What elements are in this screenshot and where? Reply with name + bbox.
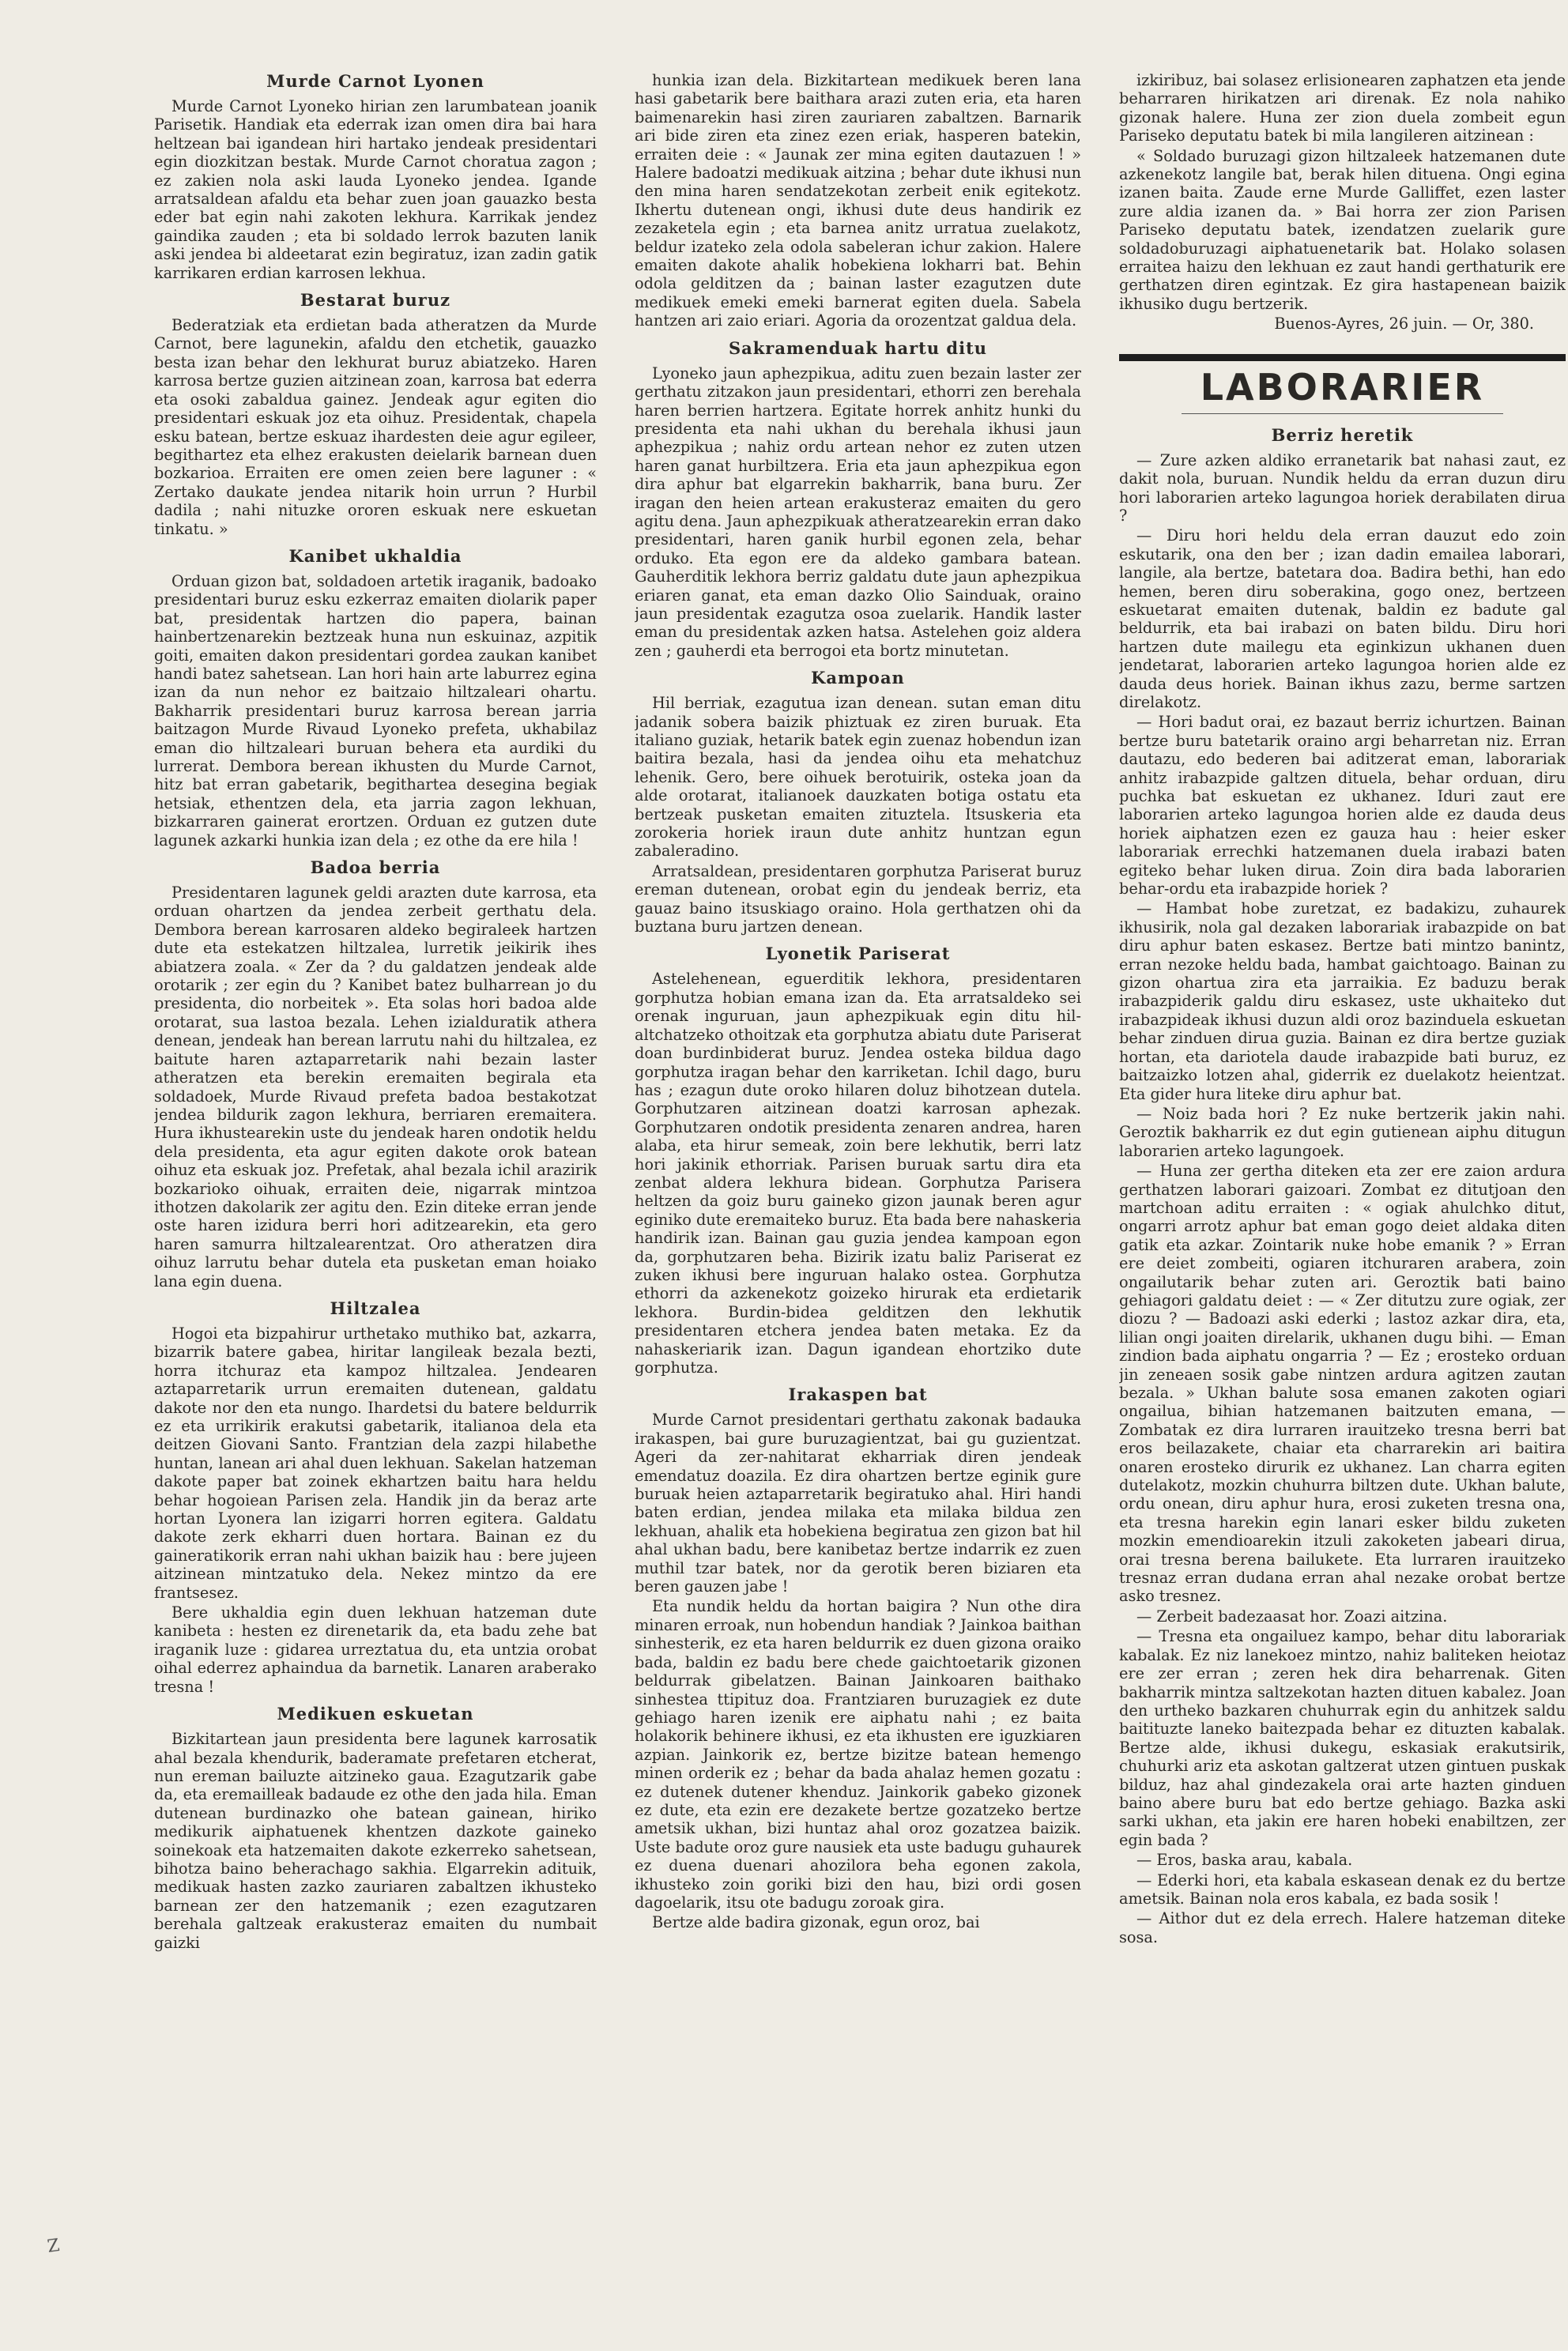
section-heading: Murde Carnot Lyonen bbox=[266, 71, 484, 91]
section-title: LABORARIER bbox=[1200, 365, 1485, 409]
section-heading: Lyonetik Pariserat bbox=[765, 944, 951, 964]
paragraph: Arratsaldean, presidentaren gorphutza Pariserat buruz ereman dutenean, orobat egin du jendeak berriz, eta gauaz baino itsuskiago oraino. Hola gerthatzen ohi da buztana buru jartzen denean. bbox=[635, 861, 1081, 936]
column-3-content bbox=[1119, 71, 1566, 2284]
section-heading: Bestarat buruz bbox=[300, 290, 451, 311]
paragraph: — Zure azken aldiko erranetarik bat nahasi zaut, ez dakit nola, buruan. Nundik heldu da erran duzun diru hori laborarien arteko lagungoa horiek derabilaten dirua ? bbox=[1119, 450, 1566, 525]
paragraph: Bere ukhaldia egin duen lekhuan hatzeman dute kanibeta : hesten ez direnetarik da, eta badu zehe bat iraganik luze : gidarea urreztatua du, eta untzia orobat oihal ederrez aphaindua da barnetik. Lanaren araberako tresna ! bbox=[154, 1603, 597, 1696]
section-heading: Berriz heretik bbox=[1271, 424, 1414, 445]
section-heading: Badoa berria bbox=[310, 857, 441, 878]
paragraph: — Ederki hori, eta kabala eskasean denak ez du bertze ametsik. Bainan nola eros kabala, ez bada sosik ! bbox=[1119, 1871, 1566, 1908]
paragraph: — Zerbeit badezaasat hor. Zoazi aitzina. bbox=[1136, 1607, 1448, 1626]
paragraph: — Hori badut orai, ez bazaut berriz ichurtzen. Bainan bertze buru batetarik oraino argi beharretan niz. Erran dautazu, edo bederen bai aditzerat eman, laborariak anhitz irabazpide galtzen dituela, behar orduan, diru puchka bat eskuetan ez ukhanez. Iduri zaut ere laborarien arteko lagungoa horien alde ez dauda deus horiek aiphatzen ezen ez gauza hau : heier esker laborariak errechki hatzemanen duela irabazi baten egiteko behar luken dirua. Zoin dira bada laborarien behar-ordu eta irabazpide horiek ? bbox=[1119, 713, 1566, 899]
paragraph: — Hambat hobe zuretzat, ez badakizu, zuhaurek ikhusirik, nola gal dezaken laborariak irabazpide on bat diru aphur baten eskasez. Bertze bati mintzo banintz, erran nezoke heldu bada, hambat gaichtoago. Bainan zu gizon ohartua zira eta jarraikia. Ez baduzu berak irabazpiderik galdu diru eskasez, uste ukhaiteko dut irabazpideak ikhusi duzun aldi oroz bazinduela eskuetan behar zinduen dirua guzia. Bainan ez dira bertze guziak hortan, eta dariotela daude irabazpide bati buruz, ez baitzaizko lotzen ahal, giderrik ez duelakotz heientzat. Eta gider hura liteke diru aphur bat. bbox=[1119, 899, 1566, 1103]
paragraph: — Eros, baska arau, kabala. bbox=[1136, 1851, 1353, 1870]
paragraph: Presidentaren lagunek geldi arazten dute karrosa, eta orduan ohartzen da jendea zerbeit gerthatu dela. Dembora berean karrosaren aldeko begiraleek hartzen dute eta estekatzen hiltzalea, lurretik jeikirik ihes abiatzera zoala. « Zer da ? du galdatzen jendeak alde orotarik ; zer egin du ? Kanibet batez bulharrean jo du presidenta, dio norbeitek ». Eta solas hori badoa alde orotarat, sua lastoa bezala. Lehen izialduratik athera denean, jendeak han berean larrutu nahi du hiltzalea, ez baitute haren aztaparretarik nahi bezain laster atheratzen eta berekin eremaiten begirala eta soldadoek, Murde Rivaud prefeta badoa bestakotzat jendea bildurik zagon lekhura, berriaren eremaitera. Hura ikhustearekin uste du jendeak haren ondotik heldu dela presidenta, eta agur egiten dakote orok batean oihuz eta eskuak joz. Prefetak, ahal bezala ichil arazirik bozkarioko oihuak, erraiten deie, nigarrak mintzoa ithotzen dakolarik zer agitu den. Ezin diteke erran jende oste haren izidura berri hori aditzearekin, eta gero haren samurra hiltzalearentzat. Oro atheratzen dira oihuz larrutu behar dutela eta pusketan eman hoiako lana egin duena. bbox=[154, 884, 597, 1290]
paragraph: Bertze alde badira gizonak, egun oroz, bai bbox=[652, 1913, 980, 1932]
paragraph: Orduan gizon bat, soldadoen artetik iraganik, badoako presidentari buruz esku ezkerraz emaiten diolarik paper bat, presidentak hartzen dio papera, bainan hainbertzenarekin beztzeak huna nun eskuinaz, azpitik goiti, emaiten dakon presidentari gordea zaukan kanibet handi batez sahetsean. Lan hori hain arte laburrez egina izan da nun nehor ez baitzaio hiltzaleari ohartu. Bakharrik presidentari buruz karrosa berean jarria baitzagon Murde Rivaud Lyoneko prefeta, ukhabilaz eman dio hiltzaleari buruan behera eta aurdiki du lurrerat. Dembora berean ikhusten du Murde Carnot, hitz bat erran gabetarik, begithartea desegina begiak hetsiak, ethentzen dela, eta jarria zagon lekhuan, bizkarraren gainerat erortzen. Orduan ez gutzen dute lagunek azkarki hunkia izan dela ; ez othe da ere hila ! bbox=[154, 571, 597, 850]
section-heading: Medikuen eskuetan bbox=[277, 1704, 474, 1724]
section-heading: Kanibet ukhaldia bbox=[288, 545, 462, 566]
paragraph: — Tresna eta ongailuez kampo, behar ditu laborariak kabalak. Ez niz lanekoez mintzo, nahiz baliteken heiotaz ere zer erran ; zeren hek dira beharrenak. Giten bakharrik mintza saltzekotan hazten dituen kabalez. Joan den urtheko bazkaren chuhurrak egin du anhitzek saldu baitituzte laneko baitezpada behar ez dituzten kabalak. Bertze alde, ikhusi dukegu, eskasiak erakutsirik, chuhurki ariz eta askotan galtzerat utzen gintuen puskak bilduz, haz ahal gindezakela orai arte hazten ginduen baino abere buru bat edo bertze gehiago. Bazka aski sarki ukhan, eta jakin ere haren hobeki enabiltzen, zer egin bada ? bbox=[1119, 1627, 1566, 1849]
section-heading: Irakaspen bat bbox=[788, 1385, 928, 1405]
column-1-content bbox=[154, 71, 597, 2284]
paragraph: Murde Carnot Lyoneko hirian zen larumbatean joanik Parisetik. Handiak eta ederrak izan omen dira bai hara heltzean bai igandean hiri hartako jendeak presidentari egin diozkitzan bestak. Murde Carnot choratua zagon ; ez zakien nola aski lauda Lyoneko jendea. Igande arratsaldean afaldu eta behar zuen joan gauazko besta eder bat egin nahi zakoten lekhura. Karrikak jendez gaindika zauden ; eta bi soldado lerrok bazuten lanik aski jendea bi aldeetarat ezin begiratuz, izan zadin gatik karrikaren erdian karrosen lekhua. bbox=[154, 97, 597, 282]
column-2-content bbox=[635, 71, 1081, 2284]
paragraph: hunkia izan dela. Bizkitartean medikuek beren lana hasi gabetarik bere baithara arazi zuten eria, eta haren baimenarekin hasi ziren zauriaren zabaltzen. Barnarik ari bide ziren eta zinez ezen eriak, hasperen batekin, erraiten deie : « Jaunak zer mina egiten dautazuen ! » Halere badoatzi medikuak aitzina ; behar dute ikhusi nun den mina haren sendatzekotan zerbeit enik egitekotz. Ikhertu dutenean ongi, ikhusi dute deus handirik ez zezaketela egin ; eta barnea anitz urratua zuelakotz, beldur izateko zela odola sabeleran ichur zakion. Halere emaiten dakote ahalik hobekiena lokharri bat. Behin odola gelditzen da ; bainan laster ezagutzen dute medikuek emeki emeki barnerat egiten duela. Sabela hantzen ari zaio eriari. Agoria da orozentzat galdua dela. bbox=[635, 71, 1081, 330]
paragraph: Murde Carnot presidentari gerthatu zakonak badauka irakaspen, bai gure buruzagientzat, bai gu guzientzat. Ageri da zer-nahitarat ekharriak diren jendeak emendatuz doazila. Ez dira ohartzen bertze eginik gure buruak heien aztaparretarik begiratuko ahal. Hiri handi baten erdian, jendea milaka eta milaka bildua zen lekhuan, ahalik eta hobekiena begiratua zen gizon bat hil ahal ukhan badu, bere kanibetaz bertze indarrik ez zuen muthil tzar batek, nor da gerotik beren biziaren eta beren gauzen jabe ! bbox=[635, 1411, 1081, 1596]
paragraph: — Noiz bada hori ? Ez nuke bertzerik jakin nahi. Geroztik bakharrik ez dut egin gutienean aiphu ditugun laborarien arteko lagungoek. bbox=[1119, 1104, 1566, 1160]
paragraph: Lyoneko jaun aphezpikua, aditu zuen bezain laster zer gerthatu zitzakon jaun presidentari, ethorri zen berehala haren berrien hartzera. Egitate horrek anhitz hunki du presidenta eta nahi ukhan du berehala ikhusi jaun aphezpikua ; nahiz ordu artean nehor ez zuten utzen haren ganat hurbiltzera. Eria eta jaun aphezpikua egon dira aphur bat elgarrekin bakharrik, bana buru. Zer iragan den heien artean erakusteraz emaiten du gero agitu dena. Jaun aphezpikuak atheratzearekin erran dako presidentari, haren ganik hurbil egonen zela, behar orduko. Eta egon ere da aldeko gambara batean. Gauherditik lekhora berriz galdatu dute jaun aphezpikua eriaren ganat, eta eman dazko Olio Sainduak, oraino jaun presidentak ezagutza osoa zuelarik. Handik laster eman du presidentak azken hatsa. Astelehen goiz aldera zen ; gauherdi eta berrogoi eta bortz minutetan. bbox=[635, 364, 1081, 660]
paragraph: — Diru hori heldu dela erran dauzut edo zoin eskutarik, ona den ber ; izan dadin emailea laborari, langile, ala bertze, batetara doa. Badira bethi, han edo hemen, beren diru soberakina, gogo onez, bertzeen eskuetarat emaiten dutenak, baldin ez badute gal beldurrik, eta bai irabazi on baten bildu. Diru hori hartzen dute mailegu eta eginkizun ukhanen duen jendetarat, laborarien arteko lagungoa horien alde ez dauda deus horiek. Bainan ikhus zazu, berme sartzen direlakotz. bbox=[1119, 526, 1566, 711]
column-2 bbox=[635, 71, 1081, 2284]
section-heading: Sakramenduak hartu ditu bbox=[728, 337, 988, 358]
section-masthead bbox=[1119, 354, 1566, 414]
paragraph: Hil berriak, ezagutua izan denean. sutan eman ditu jadanik sobera baizik phiztuak ez ziren buruak. Eta italiano guziak, hetarik batek egin zuenaz hobendun izan baitira bezala, hasi da jendea oihu eta mehatchuz lehenik. Gero, bere oihuek berotuirik, osteka joan da alde orotarat, italianoek dauzkaten botiga ostatu eta bertzeak pusketan emaiten zituztela. Itsuskeria eta zorokeria horiek iraun dute anhitz huntzan egun zabaleradino. bbox=[635, 694, 1081, 861]
columns bbox=[154, 71, 1566, 2284]
paragraph: « Soldado buruzagi gizon hiltzaleek hatzemanen dute azkenekotz langile bat, berak hilen dituena. Ongi egina izanen baita. Zaude erne Murde Galliffet, ezen laster zure aldia izanen da. » Bai horra zer zion Parisen Pariseko deputatu batek, izendatzen zuelarik gure soldadoburuzagi aiphatuenetarik bat. Holako solasen erraitea haizu den lekhuan ez zaut handi gerthaturik ere gerthatzen diren egintzak. Ez gira hastapenean baizik ikhusiko dugu bertzerik. bbox=[1119, 146, 1566, 313]
column-1 bbox=[154, 71, 597, 2284]
paragraph: — Aithor dut ez dela errech. Halere hatzeman diteke sosa. bbox=[1119, 1909, 1566, 1946]
paragraph: Bizkitartean jaun presidenta bere lagunek karrosatik ahal bezala khendurik, baderamate prefetaren etcherat, nun ereman bailuzte aitzineko gaua. Ezagutzarik gabe da, eta eremailleak badaude ez othe den jada hila. Eman dutenean burdinazko ohe batean gainean, hiriko medikurik aiphatuenek khentzen dazkote gaineko soinekoak eta hatzemaiten dakote ezkerreko sahetsean, bihotza baino beherachago sakhia. Elgarrekin adituik, medikuak hasten zazko zauriaren zabaltzen ikhusteko barnean zer den hatzemanik ; ezen ezagutzaren berehala galtzeak erakusteraz emaiten du numbait gaizki bbox=[154, 1730, 597, 1952]
dateline: Buenos-Ayres, 26 juin. — Or, 380. bbox=[1274, 315, 1534, 333]
section-heading: Hiltzalea bbox=[330, 1298, 421, 1318]
paragraph: Astelehenean, eguerditik lekhora, presidentaren gorphutza hobian emana izan da. Eta arratsaldeko sei orenak inguruan, jaun aphezpikuak egin ditu hil-altchatzeko othoitzak eta gorphutza abiatu dute Pariserat doan burdinbiderat buruz. Jendea osteka bildua dago gorphutza iragan behar den karriketan. Ichil dago, buru has ; ezagun dute oroko hilaren doluz bihotzean dutela. Gorphutzaren aitzinean doatzi karrosan aphezak. Gorphutzaren ondotik presidenta zenaren andrea, haren alaba, eta hirur semeak, zoin bere lekhutik, berri latz hori jakinik ethorriak. Parisen buruak sartu dira eta zenbat aldera lekhura bidean. Gorphutza Parisera heltzen da goiz buru gaineko gizon jaunak beren agur eginiko dute eremaiteko buruz. Eta bada bere nahaskeria handirik izan. Bainan gau guzia jendea kampoan egon da, gorphutzaren beha. Bizirik izatu baliz Pariserat ez zuken ikhusi bere inguruan halako ostea. Gorphutza ethorri da azkenekotz goizeko hirurak eta erdietarik lekhora. Burdin-bidea gelditzen den lekhutik presidentaren etchera jendea baten metaka. Ez da nahaskeriarik izan. Dagun igandean ehortziko dute gorphutza. bbox=[635, 970, 1081, 1377]
thin-rule bbox=[1182, 413, 1503, 414]
paragraph: Eta nundik heldu da hortan baigira ? Nun othe dira minaren erroak, nun hobendun handiak ? Jainkoa baithan sinhesterik, ez eta haren beldurrik ez duen gizona oraiko bada, baldin ez badu bere chede gaichtoetarik gizonen beldurrak gibelatzen. Bainan Jainkoaren baithako sinhestea ttipituz doa. Frantziaren buruzagiek ez dute gehiago haren izenik ere aiphatu nahi ; ez baita holakorik behinere ikhusi, ez eta ikhusten ere iguzkiaren azpian. Jainkorik ez, bertze bizitze batean hemengo minen orderik ez ; behar da bada ahalaz hemen gozatu : ez dutenek dutener khenduz. Jainkorik gabeko gizonek ez dute, eta ezin ere dezakete bertze gozatzeko bertze ametsik ukhan, bizi huntaz ahal oroz gozatzea baizik. Uste badute oroz gure nausiek eta uste badugu guhaurek ez duena duenari ahozilora beha egonen zakola, ikhusteko zoin goriki bizi den hau, bizi ordi gosen dagoelarik, itsu ote badugu zoroak gira. bbox=[635, 1597, 1081, 1912]
paragraph: izkiribuz, bai solasez erlisionearen zaphatzen eta jende beharraren hirikatzen ari direnak. Ez nola nahiko gizonak halere. Huna zer zion duela zombeit egun Pariseko deputatu batek bi mila langileren aitzinean : bbox=[1119, 71, 1566, 145]
column-3 bbox=[1119, 71, 1566, 2284]
section-heading: Kampoan bbox=[811, 668, 905, 688]
paragraph: Hogoi eta bizpahirur urthetako muthiko bat, azkarra, bizarrik batere gabea, hiritar langileak bezala bezti, horra itchuraz eta kampoz hiltzalea. Jendearen aztaparretarik urrun eremaiten dutenean, galdatu dakote nor den eta nungo. Ihardetsi du batere beldurrik ez eta urrikirik erakutsi gabetarik, italianoa dela eta deitzen Giovani Santo. Frantzian dela zazpi hilabethe huntan, lanean ari ahal duen lekhuan. Sakelan hatzeman dakote paper bat zoinek ekhartzen baitu hara heldu behar hogoiean Parisen zela. Handik jin da beraz arte hortan Lyonera lan izigarri horren egitera. Galdatu dakote zerk ekharri duen hortara. Bainan ez du gaineratikorik erran nahi ukhan baizik hau : bere jujeen aitzinean mintzatuko dela. Nekez mintzo da ere frantsesez. bbox=[154, 1324, 597, 1602]
paragraph: — Huna zer gertha diteken eta zer ere zaion ardura gerthatzen laborari gaizoari. Zombat ez ditutjoan den martchoan aditu erraiten : « ogiak ahulchko ditut, ongarri arrotz aphur bat eman gogo deiet aldaka diten gatik eta azkar. Zointarik nuke hobe emanik ? » Erran ere deiet zombeiti, ogiaren itchuraren arabera, zoin ongailutarik behar zuten ari. Geroztik bati baino gehiagori galdatu deiet : — « Zer ditutzu zure ogiak, zer diozu ? — Badoazi aski ederki ; lastoz azkar dira, eta, lilian ongi joaiten direlarik, ukhanen dugu bihi. — Eman zindion bada aiphatu ongarria ? — Ez ; erosteko orduan jin zeneaen sosik gabe nintzen ardura agitzen zautan bezala. » Ukhan balute sosa emanen zakoten ogiari ongailua, bihian hatzemanen baitzuten emana, — Zombatak ez dira lurraren irauitzeko tresna berri bat eros beilazakete, chaiar eta charrarekin ari baitira onaren erosteko dirurik ez ukhanez. Lan charra egiten dutelakotz, mozkin chuhurra biltzen dute. Ukhan balute, ordu onean, diru aphur hura, erosi zuketen tresna ona, eta tresna harekin egin lanari esker bildu zuketen mozkin emendioarekin itzuli zakoketen jabeari dirua, orai tresna berena bailukete. Eta lurraren irauitzeko tresnaz erran dudana erran ahal nezake orobat bertze asko tresnez. bbox=[1119, 1162, 1566, 1606]
thick-rule bbox=[1119, 354, 1566, 361]
margin-pencil-mark: Z bbox=[46, 2236, 61, 2257]
paragraph: Bederatziak eta erdietan bada atheratzen da Murde Carnot, bere lagunekin, afaldu den etchetik, gauazko besta izan behar den lekhurat buruz abiatzeko. Haren karrosa bertze guzien aitzinean zoan, karrosa bat ederra eta osoki zabaldua gainez. Jendeak agur egiten dio presidentari eskuak joz eta oihuz. Presidentak, chapela esku batean, bertze eskuaz ihardesten deie agur egileer, begithartez eta elhez erakusten deielarik barnean duen bozkarioa. Erraiten ere omen zeien bere laguner : « Zertako daukate jendea nitarik hoin urrun ? Hurbil dadila ; nahi nituzke ororen eskuak nere eskuetan tinkatu. » bbox=[154, 316, 597, 538]
